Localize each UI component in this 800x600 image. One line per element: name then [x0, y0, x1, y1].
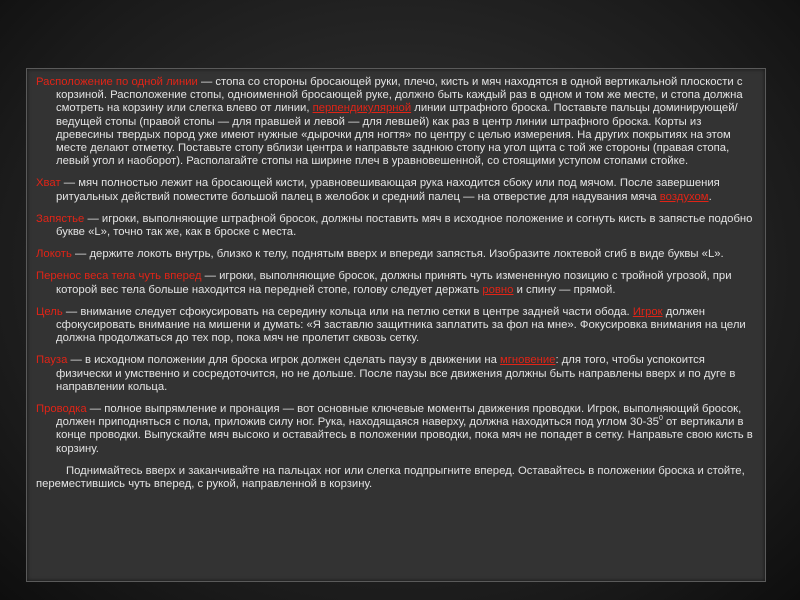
- term-weight-shift: Перенос веса тела чуть вперед: [36, 270, 202, 283]
- paragraph-elbow: [36, 248, 754, 261]
- slide-content: [36, 76, 754, 500]
- paragraph-text: от вертикали в конце проводки. Выпускайте мяч высоко и оставайтесь в положении проводки, пока мяч не попадет в сетку. Направьте свою кисть в корзину.: [56, 416, 753, 455]
- link-air[interactable]: воздухом: [659, 190, 709, 203]
- paragraph-text: : для того, чтобы успокоится физически и умственно и сосредоточится, но не дольше. После паузы все движения должны быть направлены вверх и по дуге в направлении кольца.: [56, 354, 736, 393]
- paragraph-text: — внимание следует сфокусировать на середину кольца или на петлю сетки в центре задней части обода.: [62, 305, 633, 318]
- paragraph-closing: Поднимайтесь вверх и заканчивайте на пальцах ног или слегка подпрыгните вперед. Оставайтесь в положении броска и стойте, переместившись чуть вперед, с рукой, направленной в корзину.: [36, 464, 745, 491]
- paragraph-text: — в исходном положении для броска игрок должен сделать паузу в движении на: [67, 354, 501, 367]
- paragraph-text: — держите локоть внутрь, близко к телу, поднятым вверх и впереди запястья. Изобразите локтевой сгиб в виде буквы «L».: [71, 248, 724, 261]
- paragraph-target: [36, 306, 754, 346]
- degree-superscript: 0: [658, 415, 663, 423]
- paragraph-text: должен сфокусировать внимание на мишени и думать: «Я заставлю защитника заплатить за фол на мне». Фокусировка внимания на цели должна продолжаться до тех пор, пока мяч не пролетит сквозь сетку.: [56, 305, 746, 345]
- paragraph-weight-shift: [36, 270, 754, 296]
- paragraph-grip: [36, 177, 754, 203]
- term-pause: Пауза: [36, 354, 68, 367]
- paragraph-text: и спину — прямой.: [513, 283, 616, 296]
- term-wrist: Запястье: [36, 212, 85, 225]
- paragraph-pause: [36, 354, 754, 394]
- link-perpendicular[interactable]: перпендикулярной: [312, 102, 412, 115]
- paragraph-text: .: [708, 190, 712, 203]
- paragraph-text: — стопа со стороны бросающей руки, плечо, кисть и мяч находятся в одной вертикальной плоскости с корзиной. Расположение стопы, одноименной бросающей руке, должно быть каждый раз в одном и том же месте, и стопа должна смотреть на корзину или слегка влево от линии,: [56, 76, 743, 115]
- term-grip: Хват: [36, 177, 61, 190]
- term-target: Цель: [36, 305, 63, 318]
- link-straight[interactable]: ровно: [482, 283, 514, 296]
- link-player[interactable]: Игрок: [632, 305, 663, 318]
- paragraph-wrist: [36, 213, 754, 239]
- paragraph-text: линии штрафного броска. Поставьте пальцы доминирующей/ведущей стопы (правой стопы — для правшей и левой — для левшей) как раз в центр линии штрафного броска. Корты из древесины твердых пород уже имеют нужные «дырочки для ногтя» по центру с целью измерения. На других покрытиях на этом месте делают отметку. Поставьте стопу вблизи центра и направьте заднюю стопу на угол щита с той же стороны (правая стопа, левый угол и наоборот). Располагайте стопы на ширине плеч в уравновешенной, со стоящими уступом стопами стойке.: [56, 102, 738, 168]
- paragraph-alignment: [36, 76, 754, 168]
- paragraph-text: — полное выпрямление и пронация — вот основные ключевые моменты движения проводки. Игрок, выполняющий бросок, должен приподняться с пола, приложив силу ног. Рука, находящаяся наверху, должна находиться под углом 30-35: [56, 403, 742, 429]
- paragraph-follow-through: [36, 403, 754, 456]
- paragraph-text: — мяч полностью лежит на бросающей кисти, уравновешивающая рука находится сбоку или под мячом. После завершения ритуальных действий поместите большой палец в желобок и средний палец — на отверстие для надувания мяча: [56, 177, 720, 203]
- paragraph-text: — игроки, выполняющие штрафной бросок, должны поставить мяч в исходное положение и согнуть кисть в запястье подобно букве «L», точно так же, как в броске с места.: [56, 212, 753, 239]
- link-moment[interactable]: мгновение: [500, 354, 556, 367]
- term-follow-through: Проводка: [36, 403, 87, 416]
- term-alignment: Расположение по одной линии: [36, 76, 198, 88]
- term-elbow: Локоть: [36, 248, 72, 261]
- paragraph-text: — игроки, выполняющие бросок, должны принять чуть измененную позицию с тройной угрозой, при которой вес тела больше находится на передней стопе, голову следует держать: [56, 270, 732, 296]
